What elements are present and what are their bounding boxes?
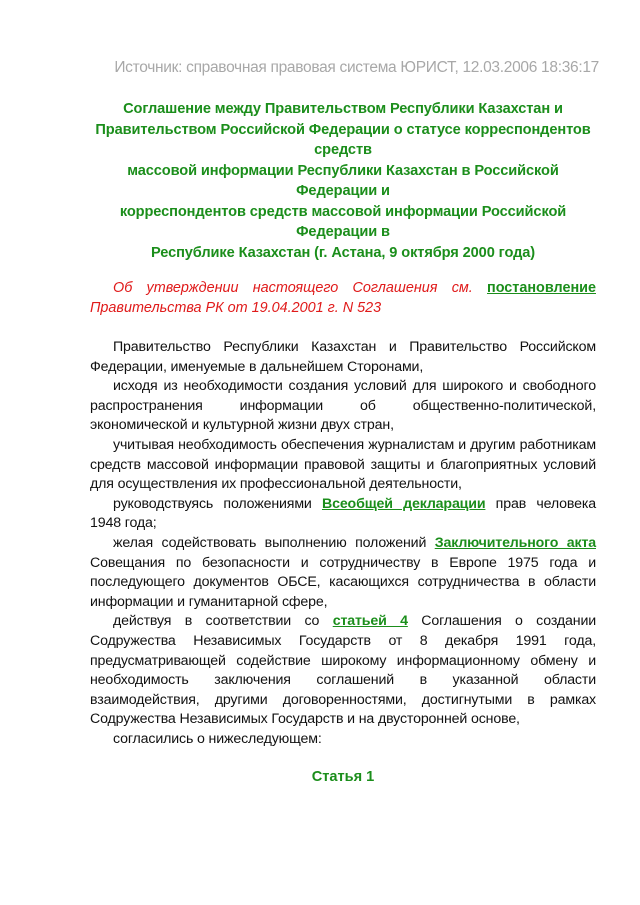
article-4-link[interactable]: статьей 4 — [332, 613, 408, 630]
title-line: корреспондентов средств массовой информации Российской — [119, 203, 567, 220]
title-line: Федерации в — [296, 224, 390, 240]
source-line: Источник: справочная правовая система ЮРИСТ, 12.03.2006 18:36:17 — [114, 59, 599, 76]
paragraph-text-before: руководствуясь положениями — [113, 495, 322, 512]
final-act-link[interactable]: Заключительного акта — [434, 534, 596, 551]
preamble-paragraph: согласились о нижеследующем: — [113, 730, 322, 747]
preamble-paragraph: Правительство Республики Казахстан и Правительство Российском Федерации, именуемые в дальнейшем Сторонами, — [90, 339, 596, 375]
document-title — [90, 99, 596, 263]
title-line: Правительством Российской Федерации о статусе корреспондентов — [95, 121, 591, 138]
paragraph-text-before: действуя в соответствии со — [113, 613, 333, 630]
title-line: Федерации и — [296, 183, 390, 199]
preamble-paragraph — [90, 612, 596, 730]
note-text-after: Правительства РК от 19.04.2001 г. N 523 — [90, 300, 382, 316]
preamble-paragraph — [90, 495, 596, 534]
approval-note — [90, 278, 596, 318]
title-line: Соглашение между Правительством Республики Казахстан и — [123, 101, 563, 117]
paragraph-text-after: Совещания по безопасности и сотрудничеству в Европе 1975 года и последующего документов ОБСЕ, касающихся сотрудничества в области информации и гуманитарной сфере, — [90, 554, 596, 610]
paragraph-text-after: прав человека 1948 года; — [90, 495, 596, 532]
paragraph-text-after: Соглашения о создании Содружества Независимых Государств от 8 декабря 1991 года, предусматривающей содействие широкому информационному обмену и необходимость заключения соглашений в указанной области взаимодействия, другими договоренностями, достигнутыми в рамках Содружества Независимых Государств и на двусторонней основе, — [90, 613, 596, 728]
preamble-paragraph — [90, 534, 596, 612]
title-line: Республике Казахстан (г. Астана, 9 октября 2000 года) — [150, 244, 536, 261]
title-line: средств — [314, 142, 372, 158]
note-text-before: Об утверждении настоящего Соглашения см. — [113, 280, 488, 296]
article-heading: Статья 1 — [311, 769, 375, 786]
paragraph-text-before: желая содействовать выполнению положений — [113, 534, 435, 551]
universal-declaration-link[interactable]: Всеобщей декларации — [321, 495, 486, 512]
preamble-paragraph: исходя из необходимости создания условий для широкого и свободного распространения информации об общественно-политической, экономической и культурной жизни двух стран, — [90, 378, 596, 434]
title-line: массовой информации Республики Казахстан в Российской — [127, 162, 559, 179]
decree-link[interactable]: постановление — [487, 280, 596, 296]
preamble-paragraph: учитывая необходимость обеспечения журналистам и другим работникам средств массовой информации правовой защиты и благоприятных условий для осуществления их профессиональной деятельности, — [90, 436, 596, 493]
document-page — [90, 58, 599, 787]
